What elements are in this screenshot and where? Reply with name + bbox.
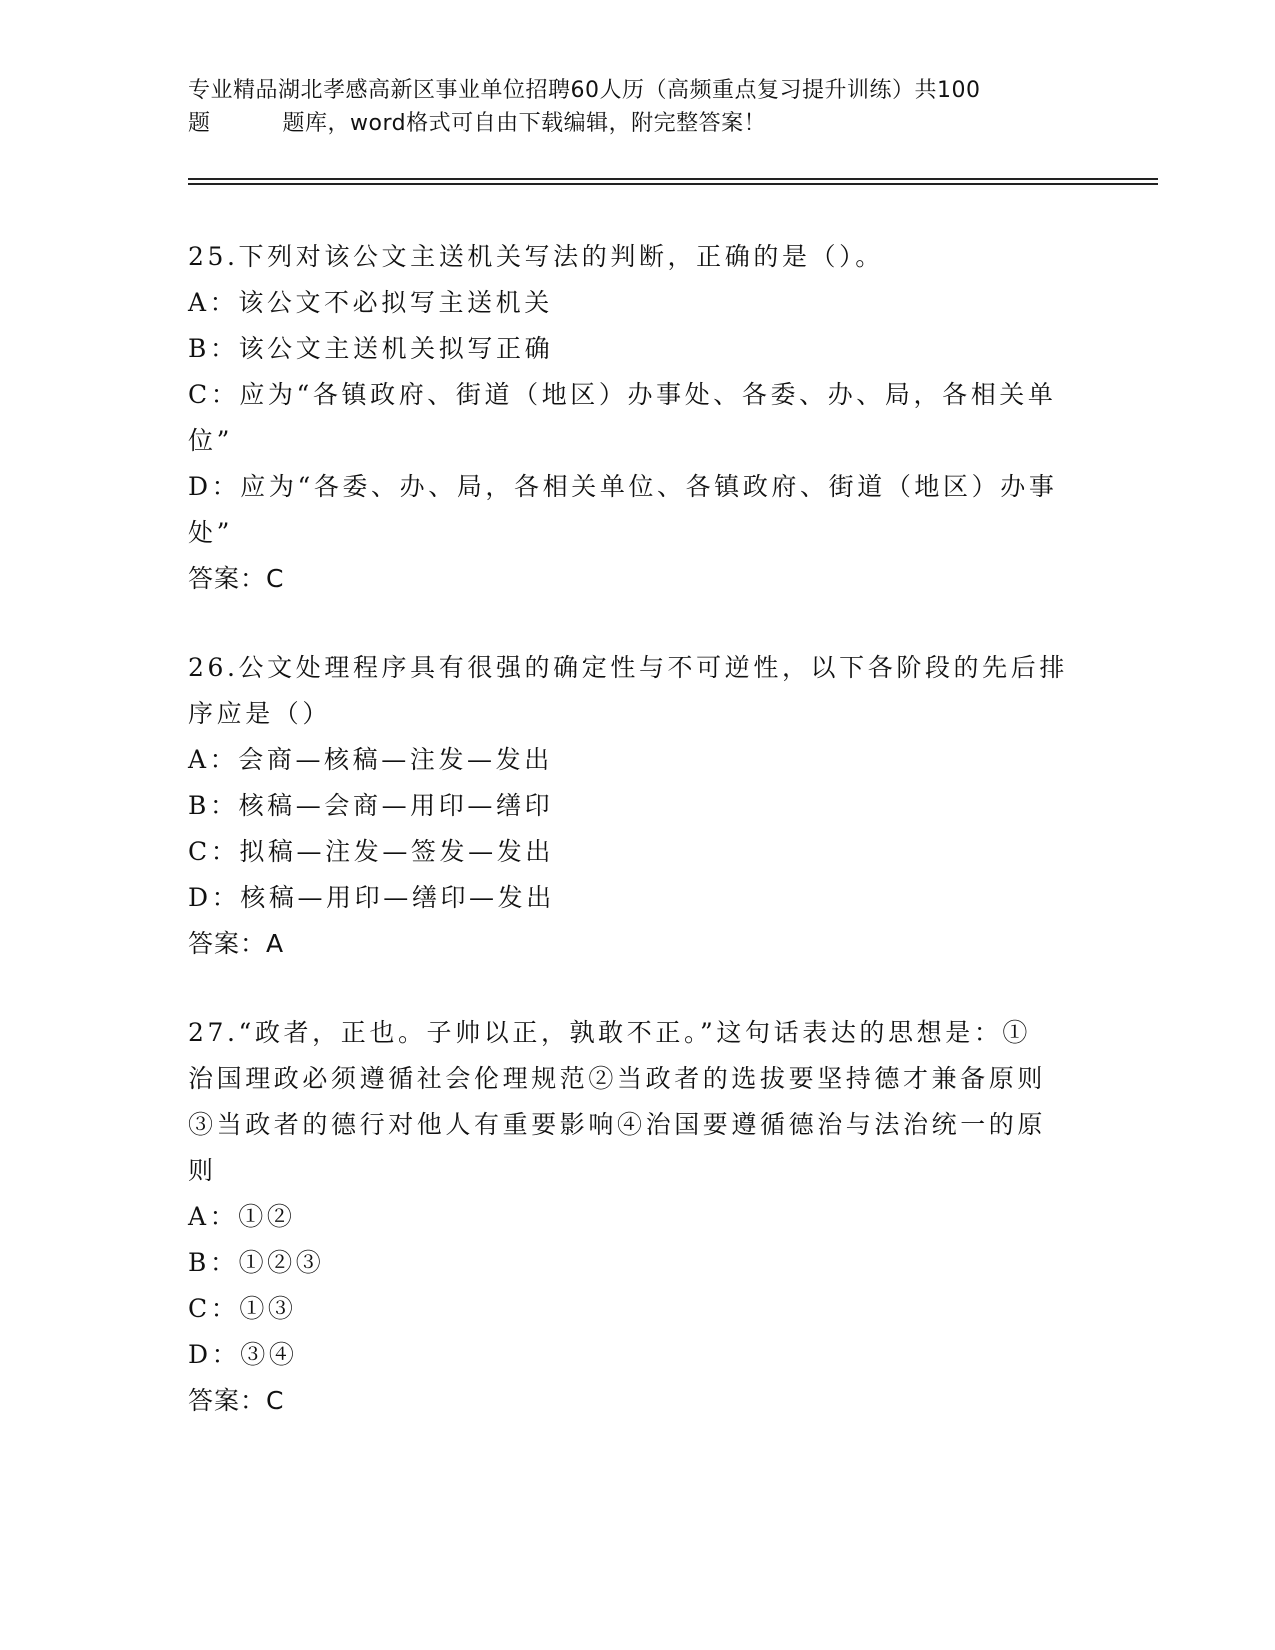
option-b: B：核稿—会商—用印—缮印 [188,791,554,820]
question-text: 27.“政者，正也。子帅以正，孰敢不正。”这句话表达的思想是：① [188,1018,1032,1047]
header-divider-bottom [188,183,1158,185]
option-d: D：③④ [188,1340,298,1369]
option-c: C：①③ [188,1294,297,1323]
option-b: B：①②③ [188,1248,325,1277]
answer: 答案：C [188,1386,285,1415]
question-text-continued: ③当政者的德行对他人有重要影响④治国要遵循德治与法治统一的原 [188,1110,1047,1139]
option-d-continued: 处” [188,518,233,547]
question-text-continued: 序应是（） [188,699,332,728]
option-a: A：会商—核稿—注发—发出 [188,745,553,774]
option-d: D：应为“各委、办、局，各相关单位、各镇政府、街道（地区）办事 [188,472,1058,501]
header-title-fragment: 题 [188,111,211,136]
header-title-line-2 [188,107,1108,140]
option-c: C：拟稿—注发—签发—发出 [188,837,554,866]
option-a: A：①② [188,1202,296,1231]
answer: 答案：A [188,929,285,958]
header-divider-top [188,178,1158,180]
answer: 答案：C [188,564,285,593]
question-text-continued: 则 [188,1156,217,1185]
option-c-continued: 位” [188,426,233,455]
question-text: 25.下列对该公文主送机关写法的判断，正确的是（）。 [188,242,884,271]
page-header [188,74,1108,140]
question-text-continued: 治国理政必须遵循社会伦理规范②当政者的选拔要坚持德才兼备原则 [188,1064,1047,1093]
question-26 [188,645,1088,967]
header-title-line-1: 专业精品湖北孝感高新区事业单位招聘60人历（高频重点复习提升训练）共100 [188,78,981,103]
option-d: D：核稿—用印—缮印—发出 [188,883,555,912]
option-a: A：该公文不必拟写主送机关 [188,288,553,317]
option-b: B：该公文主送机关拟写正确 [188,334,554,363]
option-c: C：应为“各镇政府、街道（地区）办事处、各委、办、局，各相关单 [188,380,1057,409]
header-subtitle: 题库，word格式可自由下载编辑，附完整答案！ [282,111,767,136]
question-27 [188,1010,1088,1424]
question-25 [188,234,1088,602]
question-text: 26.公文处理程序具有很强的确定性与不可逆性，以下各阶段的先后排 [188,653,1068,682]
